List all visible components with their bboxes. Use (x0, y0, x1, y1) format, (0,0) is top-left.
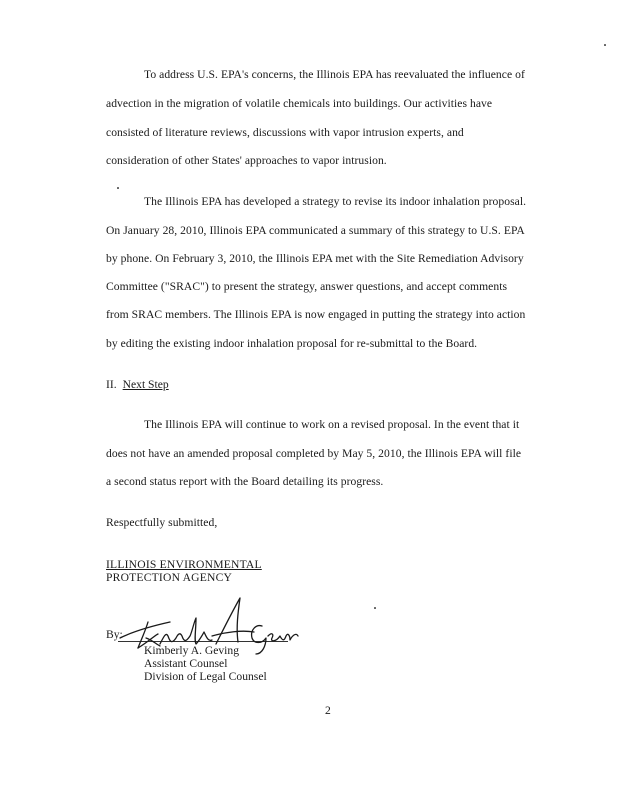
scan-speck (117, 187, 119, 189)
signer-division: Division of Legal Counsel (144, 670, 267, 683)
paragraph-2-line-5: from SRAC members. The Illinois EPA is now engaged in putting the strategy into action (106, 308, 526, 321)
paragraph-3-line-1: The Illinois EPA will continue to work on a revised proposal. In the event that it (144, 418, 520, 431)
paragraph-1-line-1: To address U.S. EPA's concerns, the Illinois EPA has reevaluated the influence of (144, 68, 525, 81)
signer-title: Assistant Counsel (144, 657, 228, 670)
paragraph-2-line-3: by phone. On February 3, 2010, the Illinois EPA met with the Site Remediation Advisory (106, 252, 524, 265)
paragraph-1-line-4: consideration of other States' approaches to vapor intrusion. (106, 154, 387, 167)
organization-line-2: PROTECTION AGENCY (106, 571, 233, 584)
paragraph-2-line-6: by editing the existing indoor inhalation proposal for re-submittal to the Board. (106, 337, 478, 350)
paragraph-2-line-1: The Illinois EPA has developed a strategy to revise its indoor inhalation proposal. (144, 195, 527, 208)
section-number: II. (106, 378, 117, 391)
organization-line-1: ILLINOIS ENVIRONMENTAL (106, 558, 262, 571)
paragraph-3-line-3: a second status report with the Board detailing its progress. (106, 475, 384, 488)
section-title: Next Step (122, 378, 169, 391)
paragraph-2-line-2: On January 28, 2010, Illinois EPA communicated a summary of this strategy to U.S. EPA (106, 224, 525, 237)
signer-name: Kimberly A. Geving (144, 644, 239, 657)
paragraph-1-line-3: consisted of literature reviews, discussions with vapor intrusion experts, and (106, 126, 464, 139)
paragraph-1-line-2: advection in the migration of volatile chemicals into buildings. Our activities have (106, 97, 493, 110)
page-number: 2 (325, 704, 331, 717)
paragraph-2-line-4: Committee ("SRAC") to present the strategy, answer questions, and accept comments (106, 280, 508, 293)
scan-speck (604, 44, 606, 46)
paragraph-3-line-2: does not have an amended proposal completed by May 5, 2010, the Illinois EPA will file (106, 447, 522, 460)
scan-speck (374, 607, 376, 609)
section-heading (106, 378, 169, 392)
signature-by-label: By: (106, 628, 123, 641)
closing-text: Respectfully submitted, (106, 516, 218, 529)
